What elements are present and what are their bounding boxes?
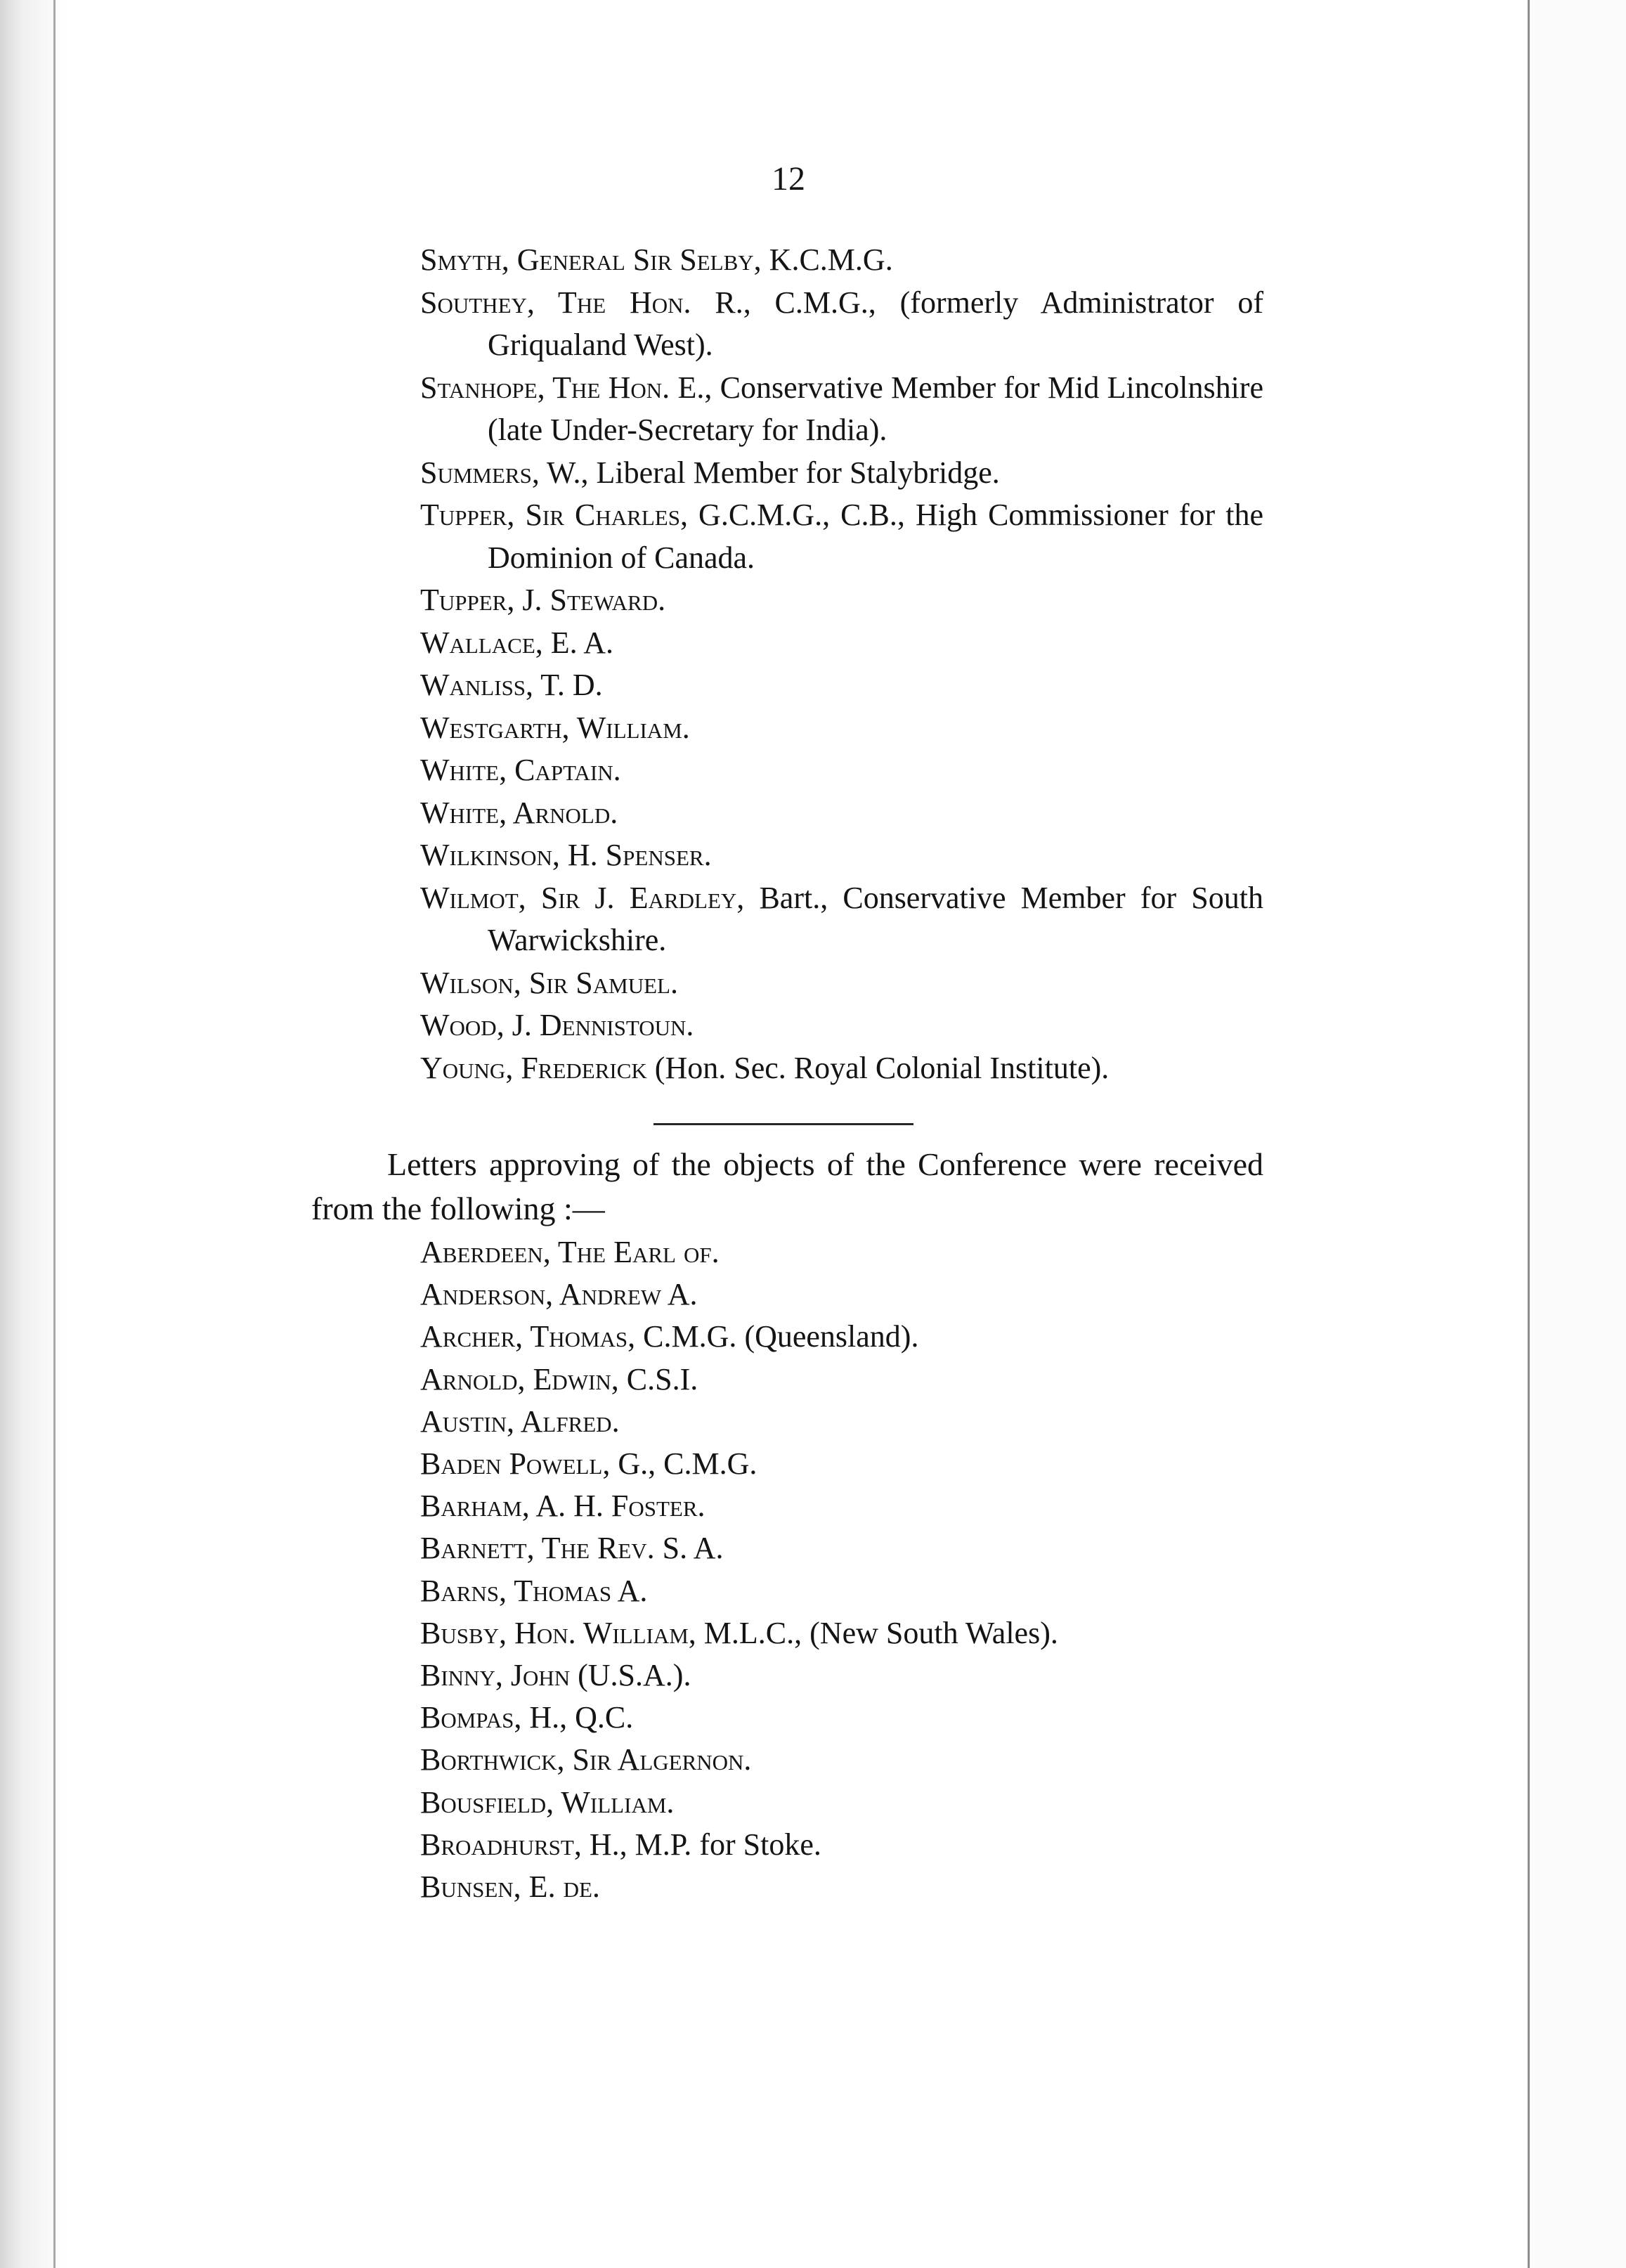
entry-name: Anderson, Andrew A. — [420, 1277, 698, 1312]
entry-name: Aberdeen, The Earl of. — [420, 1235, 720, 1269]
list-item — [420, 239, 1263, 282]
entry-name: Barns, Thomas A. — [420, 1573, 648, 1608]
section-divider — [653, 1123, 913, 1125]
list-item — [420, 792, 1263, 835]
list-item — [420, 494, 1263, 579]
scan-binding-line — [53, 0, 56, 2268]
list-item — [420, 834, 1263, 877]
entry-detail: Conservative Member for Mid Lincolnshire (late Under-Secretary for India). — [488, 370, 1263, 447]
entry-name: Barnett, The Rev. S. A. — [420, 1531, 724, 1566]
entry-detail: for Stoke. — [691, 1827, 821, 1862]
list-item — [420, 707, 1263, 750]
entry-detail: K.C.M.G. — [761, 242, 893, 277]
list-item — [420, 664, 1263, 707]
entry-detail: (Queensland). — [736, 1319, 919, 1354]
entry-name: Baden Powell, G., C.M.G. — [420, 1446, 757, 1482]
list-item — [420, 877, 1263, 962]
list-item — [420, 452, 1263, 495]
letters-intro-paragraph: Letters approving of the objects of the Conference were received from the following :— — [311, 1146, 1263, 1226]
list-item — [420, 579, 1263, 622]
entry-name: Archer, Thomas, C.M.G. — [420, 1319, 737, 1354]
entry-detail: Liberal Member for Stalybridge. — [588, 455, 1000, 490]
list-item — [420, 1401, 1263, 1443]
entry-detail: C.M.G., (formerly Administrator of Griqualand West). — [488, 285, 1263, 362]
list-item — [420, 1047, 1263, 1090]
members-list — [420, 239, 1263, 1089]
list-item — [420, 1359, 1263, 1401]
entry-name: White, Captain. — [420, 753, 621, 787]
entry-name: Wilkinson, H. Spenser. — [420, 838, 712, 872]
entry-detail: (Hon. Sec. Royal Colonial Institute). — [646, 1050, 1110, 1085]
list-item — [420, 1485, 1263, 1527]
list-item — [420, 962, 1263, 1005]
list-item — [420, 1004, 1263, 1047]
scan-right-margin — [1530, 0, 1626, 2268]
list-item — [420, 367, 1263, 452]
list-item — [420, 1697, 1263, 1739]
list-item — [420, 749, 1263, 792]
list-item — [420, 1824, 1263, 1866]
list-item — [420, 1570, 1263, 1612]
list-item — [420, 1527, 1263, 1569]
list-item — [420, 1739, 1263, 1781]
entry-name: Tupper, J. Steward. — [420, 583, 666, 617]
entry-name: Wood, J. Dennistoun. — [420, 1008, 694, 1042]
entry-name: Smyth, General Sir Selby, — [420, 242, 762, 277]
entry-name: Wanliss, T. D. — [420, 668, 603, 702]
entry-name: Summers, W., — [420, 455, 589, 490]
entry-name: Bousfield, William. — [420, 1784, 675, 1820]
entry-name: Broadhurst, H., M.P. — [420, 1827, 692, 1862]
list-item — [420, 1612, 1263, 1654]
entry-detail: Bart., Conservative Member for South Warwickshire. — [488, 880, 1263, 957]
list-item — [420, 1654, 1263, 1697]
entry-name: Bunsen, E. de. — [420, 1870, 600, 1905]
list-item — [420, 282, 1263, 367]
entry-name: Wilmot, Sir J. Eardley, — [420, 880, 745, 915]
entry-name: Wilson, Sir Samuel. — [420, 965, 678, 1000]
list-item — [420, 622, 1263, 665]
entry-name: Tupper, Sir Charles, — [420, 498, 688, 532]
letters-list — [420, 1231, 1263, 1908]
page-number: 12 — [772, 160, 805, 197]
scan-page-edge-line — [1528, 0, 1530, 2268]
entry-name: Binny, John (U.S.A.). — [420, 1658, 691, 1693]
list-item — [420, 1443, 1263, 1485]
entry-name: Arnold, Edwin, C.S.I. — [420, 1361, 698, 1397]
entry-name: Busby, Hon. William, M.L.C., — [420, 1615, 802, 1650]
entry-name: Bompas, H., Q.C. — [420, 1700, 634, 1735]
entry-name: Young, Frederick — [420, 1050, 647, 1085]
entry-detail: (New South Wales). — [802, 1615, 1058, 1650]
list-item — [420, 1782, 1263, 1824]
entry-name: Austin, Alfred. — [420, 1404, 620, 1439]
list-item — [420, 1866, 1263, 1908]
entry-detail: G.C.M.G., C.B., High Commissioner for the Dominion of Canada. — [488, 498, 1263, 575]
list-item — [420, 1316, 1263, 1358]
entry-name: Barham, A. H. Foster. — [420, 1489, 705, 1524]
entry-name: Wallace, E. A. — [420, 625, 614, 660]
entry-name: Westgarth, William. — [420, 710, 690, 745]
list-item — [420, 1231, 1263, 1274]
list-item — [420, 1274, 1263, 1316]
entry-name: White, Arnold. — [420, 795, 618, 830]
entry-name: Stanhope, The Hon. E., — [420, 370, 713, 405]
entry-name: Southey, The Hon. R., — [420, 285, 751, 320]
entry-name: Borthwick, Sir Algernon. — [420, 1742, 752, 1777]
